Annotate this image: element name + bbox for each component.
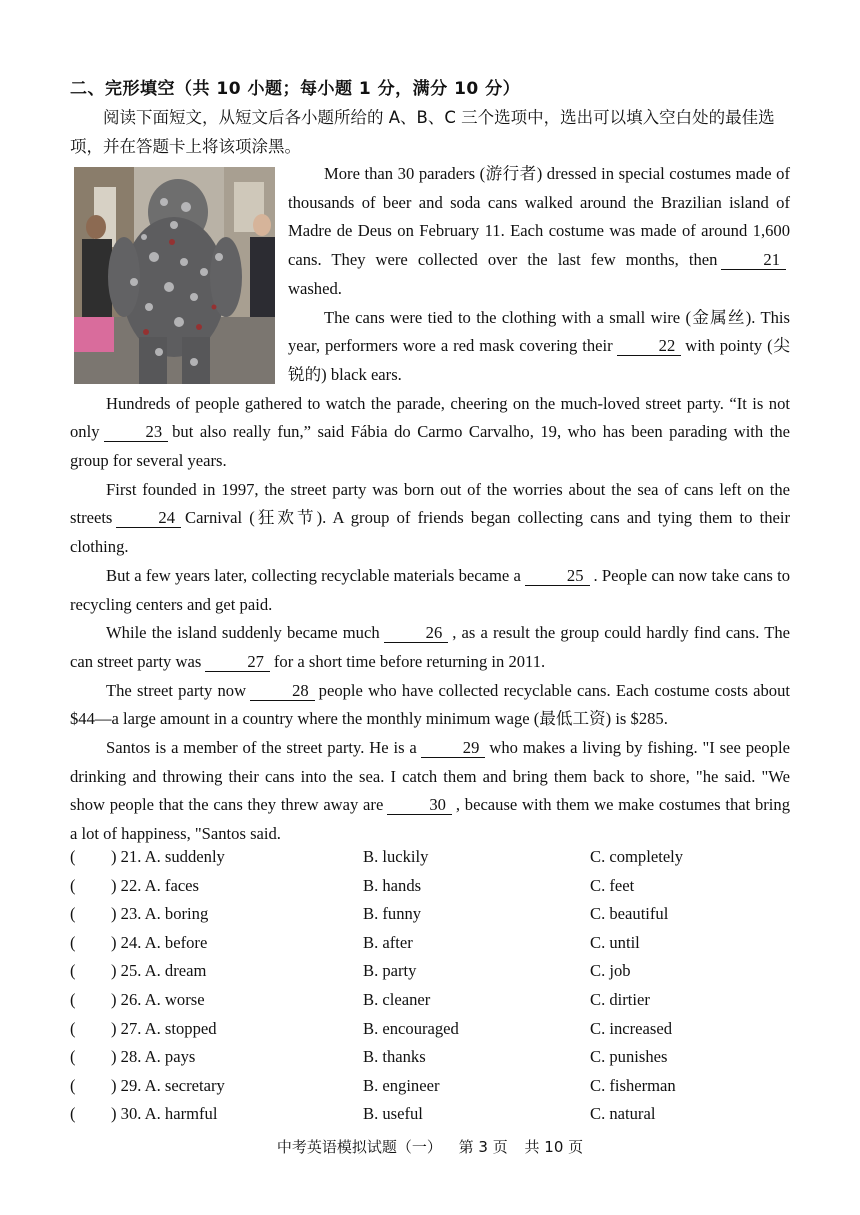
answer-paren: ( xyxy=(70,989,76,1009)
answer-paren: ( xyxy=(70,1018,76,1038)
page-footer xyxy=(0,1136,860,1157)
question-29[interactable] xyxy=(70,1073,800,1102)
section-instructions: 阅读下面短文，从短文后各小题所给的 A、B、C 三个选项中，选出可以填入空白处的最佳选项，并在答题卡上将该项涂黑。 xyxy=(70,108,775,156)
answer-paren: ( xyxy=(70,1047,76,1067)
option-c: C. beautiful xyxy=(590,904,669,924)
blank-24: 24 xyxy=(116,509,181,528)
blank-23: 23 xyxy=(104,423,169,442)
option-c: C. fisherman xyxy=(590,1075,676,1095)
passage xyxy=(70,160,790,849)
question-23[interactable] xyxy=(70,901,800,930)
option-c: C. job xyxy=(590,961,631,981)
question-list xyxy=(70,844,800,1130)
answer-paren: ( xyxy=(70,932,76,952)
option-b: B. funny xyxy=(363,904,422,924)
blank-25: 25 xyxy=(525,567,590,586)
blank-27: 27 xyxy=(205,653,270,672)
blank-29: 29 xyxy=(421,739,486,758)
exam-title: 中考英语模拟试题（一） xyxy=(276,1138,442,1156)
paragraph-5: But a few years later, collecting recyclable materials became a 25 . People can now take cans to recycling centers and get paid. xyxy=(70,565,790,614)
option-a: ) 22. A. faces xyxy=(111,875,200,895)
option-c: C. natural xyxy=(590,1104,656,1124)
question-24[interactable] xyxy=(70,930,800,959)
paragraph-6: While the island suddenly became much 26 , as a result the group could hardly find cans. The can street party was 27 for a short time before returning in 2011. xyxy=(70,623,790,671)
option-b: B. encouraged xyxy=(363,1018,459,1038)
option-c: C. until xyxy=(590,932,640,952)
option-a: ) 27. A. stopped xyxy=(111,1018,217,1038)
option-c: C. increased xyxy=(590,1018,673,1038)
option-c: C. feet xyxy=(590,875,635,895)
option-c: C. completely xyxy=(590,847,684,866)
paragraph-2: The cans were tied to the clothing with a small wire (金属丝). This year, performers wore a red mask covering their 22 with pointy (尖锐的) black ears. xyxy=(288,307,790,384)
option-a: ) 21. A. suddenly xyxy=(111,847,225,866)
option-b: B. hands xyxy=(363,875,422,895)
option-b: B. thanks xyxy=(363,1047,426,1067)
question-28[interactable] xyxy=(70,1044,800,1073)
option-a: ) 24. A. before xyxy=(111,932,208,952)
paragraph-1: More than 30 paraders (游行者) dressed in special costumes made of thousands of beer and soda cans walked around the Brazilian island of Madre de Deus on February 11. Each costume was made of around 1,600 cans. They were collected over the last few months, then 21washed. xyxy=(288,164,790,298)
question-25[interactable] xyxy=(70,958,800,987)
option-a: ) 26. A. worse xyxy=(111,989,205,1009)
total-pages: 共 10 页 xyxy=(524,1138,584,1156)
option-a: ) 29. A. secretary xyxy=(111,1075,225,1095)
answer-paren: ( xyxy=(70,875,76,895)
option-b: B. luckily xyxy=(363,847,429,866)
paragraph-4: First founded in 1997, the street party was born out of the worries about the sea of cans left on the streets 24 Carnival (狂欢节). A group of friends began collecting cans and tying them to their clothing. xyxy=(70,479,790,557)
answer-paren: ( xyxy=(70,961,76,981)
option-a: ) 28. A. pays xyxy=(111,1047,196,1067)
paragraph-3: Hundreds of people gathered to watch the parade, cheering on the much-loved street party. “It is not only 23 but also really fun,” said Fábia do Carmo Carvalho, 19, who has been parading with the group for several years. xyxy=(70,393,790,471)
option-a: ) 23. A. boring xyxy=(111,904,209,924)
page-number: 第 3 页 xyxy=(458,1138,508,1156)
option-c: C. dirtier xyxy=(590,989,650,1009)
paragraph-8: Santos is a member of the street party. He is a 29 who makes a living by fishing. "I see people drinking and throwing their cans into the sea. I catch them and bring them back to shore, "he said. "We show people that the cans they threw away are 30 , because with them we make costumes that bring a lot of happiness, "Santos said. xyxy=(70,738,790,844)
answer-paren: ( xyxy=(70,1075,76,1095)
section-heading: 二、完形填空（共 10 小题；每小题 1 分，满分 10 分） xyxy=(70,79,521,99)
question-27[interactable] xyxy=(70,1016,800,1045)
paragraph-7: The street party now 28 people who have collected recyclable cans. Each costume costs about $44—a large amount in a country where the monthly minimum wage (最低工资) is $285. xyxy=(70,680,790,729)
answer-paren: ( xyxy=(70,904,76,924)
answer-paren: ( xyxy=(70,1104,76,1124)
option-b: B. useful xyxy=(363,1104,423,1124)
question-30[interactable] xyxy=(70,1101,800,1130)
blank-22: 22 xyxy=(617,337,682,356)
question-22[interactable] xyxy=(70,873,800,902)
option-b: B. party xyxy=(363,961,417,981)
blank-30: 30 xyxy=(387,796,452,815)
option-a: ) 30. A. harmful xyxy=(111,1104,218,1124)
blank-21: 21 xyxy=(721,251,786,270)
option-b: B. after xyxy=(363,932,413,952)
question-21[interactable] xyxy=(70,844,800,873)
answer-paren: ( xyxy=(70,847,76,866)
option-b: B. engineer xyxy=(363,1075,440,1095)
option-b: B. cleaner xyxy=(363,989,431,1009)
option-a: ) 25. A. dream xyxy=(111,961,207,981)
blank-26: 26 xyxy=(384,624,449,643)
blank-28: 28 xyxy=(250,682,315,701)
option-c: C. punishes xyxy=(590,1047,668,1067)
question-26[interactable] xyxy=(70,987,800,1016)
